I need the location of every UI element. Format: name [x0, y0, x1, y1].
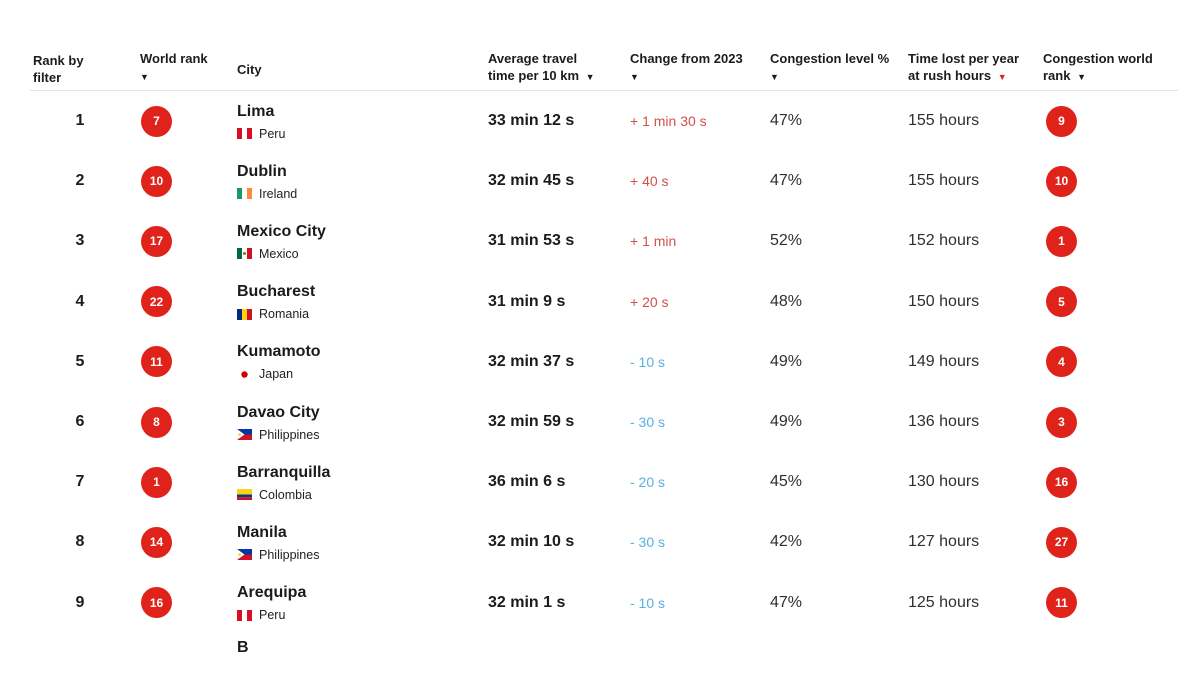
column-label-line1: City [237, 62, 262, 77]
congestion-world-rank-badge: 1 [1046, 226, 1077, 257]
avg-travel-time-value: 31 min 9 s [488, 292, 566, 310]
world-rank-badge: 11 [141, 346, 172, 377]
time-lost-value: 150 hours [908, 292, 980, 310]
congestion-level-value: 49% [770, 352, 803, 370]
table-row [30, 452, 1178, 512]
table-body [30, 91, 1178, 693]
city-name: Kumamoto [237, 343, 321, 361]
column-label-line2: at rush hours ▼ [908, 68, 1007, 83]
world-rank-badge: 10 [141, 166, 172, 197]
column-header[interactable] [237, 61, 488, 90]
flag-philippines-icon [237, 429, 252, 440]
flag-peru-icon [237, 128, 252, 139]
avg-travel-time-value: 33 min 12 s [488, 112, 575, 130]
city-cell [237, 102, 488, 141]
sort-arrow-icon: ▼ [770, 72, 779, 82]
table-row [30, 512, 1178, 572]
flag-romania-icon [237, 309, 252, 320]
change-from-2023-value: - 20 s [630, 474, 666, 491]
country-name: Philippines [259, 547, 320, 562]
city-cell [237, 162, 488, 201]
avg-travel-time-value: 32 min 1 s [488, 593, 566, 611]
column-header[interactable] [770, 50, 908, 90]
column-label-line1: Time lost per year [908, 51, 1020, 66]
city-name: Barranquilla [237, 463, 331, 481]
rank-by-filter-value: 9 [75, 593, 85, 611]
column-label-line1: Change from 2023 [630, 51, 743, 66]
country-name: Colombia [259, 487, 312, 502]
table-row [30, 573, 1178, 633]
change-from-2023-value: - 30 s [630, 534, 666, 551]
city-name: Lima [237, 102, 275, 120]
time-lost-value: 130 hours [908, 473, 980, 491]
time-lost-value: 125 hours [908, 593, 980, 611]
change-from-2023-value: + 1 min 30 s [630, 113, 707, 130]
rank-by-filter-value: 8 [75, 533, 85, 551]
rank-by-filter-value: 4 [75, 292, 85, 310]
city-cell [237, 523, 488, 562]
congestion-world-rank-badge: 3 [1046, 407, 1077, 438]
country-name: Peru [259, 608, 286, 623]
congestion-level-value: 47% [770, 172, 803, 190]
congestion-world-rank-cell [1043, 226, 1178, 257]
rank-by-filter-value: 1 [75, 112, 85, 130]
avg-travel-time-value: 32 min 37 s [488, 352, 575, 370]
congestion-world-rank-badge: 4 [1046, 346, 1077, 377]
world-rank-cell [140, 407, 237, 438]
change-from-2023-value: - 10 s [630, 594, 666, 611]
world-rank-cell [140, 467, 237, 498]
sort-arrow-icon: ▼ [997, 72, 1007, 82]
congestion-world-rank-badge: 27 [1046, 527, 1077, 558]
table-row [30, 272, 1178, 332]
column-header[interactable] [1043, 50, 1178, 90]
column-label-line1: Rank by [33, 53, 84, 68]
city-name: Davao City [237, 403, 320, 421]
flag-peru-icon [237, 610, 252, 621]
city-cell [237, 342, 488, 381]
world-rank-badge: 17 [141, 226, 172, 257]
change-from-2023-value: + 20 s [630, 293, 669, 310]
column-label-line1: World rank [140, 51, 208, 66]
city-name: Arequipa [237, 584, 307, 602]
congestion-level-value: 47% [770, 112, 803, 130]
world-rank-cell [140, 226, 237, 257]
city-name: Mexico City [237, 222, 326, 240]
country-row [237, 608, 488, 622]
column-label-line2: filter [33, 70, 62, 85]
country-row [237, 548, 488, 562]
table-row [30, 392, 1178, 452]
world-rank-badge: 14 [141, 527, 172, 558]
rank-by-filter-value: 3 [75, 232, 85, 250]
world-rank-cell [140, 106, 237, 137]
city-name: Manila [237, 523, 287, 541]
country-row [237, 307, 488, 321]
congestion-world-rank-cell [1043, 467, 1178, 498]
flag-philippines-icon [237, 549, 252, 560]
city-cell [237, 222, 488, 261]
change-from-2023-value: + 1 min [630, 233, 677, 250]
column-header[interactable] [488, 50, 630, 90]
time-lost-value: 149 hours [908, 352, 980, 370]
congestion-world-rank-cell [1043, 166, 1178, 197]
time-lost-value: 127 hours [908, 533, 980, 551]
country-name: Mexico [259, 246, 299, 261]
city-cell [237, 282, 488, 321]
column-header[interactable] [30, 52, 140, 90]
congestion-level-value: 45% [770, 473, 803, 491]
flag-mexico-icon [237, 248, 252, 259]
congestion-world-rank-cell [1043, 527, 1178, 558]
avg-travel-time-value: 32 min 59 s [488, 413, 575, 431]
city-name: Dublin [237, 162, 287, 180]
congestion-world-rank-badge: 10 [1046, 166, 1077, 197]
city-cell [237, 583, 488, 622]
country-row [237, 428, 488, 442]
column-header[interactable] [140, 50, 237, 90]
change-from-2023-value: - 30 s [630, 414, 666, 431]
sort-arrow-icon: ▼ [630, 72, 639, 82]
change-from-2023-value: - 10 s [630, 353, 666, 370]
table-row [30, 332, 1178, 392]
country-row [237, 127, 488, 141]
city-cell [237, 403, 488, 442]
rank-by-filter-value: 7 [75, 473, 85, 491]
sort-arrow-icon: ▼ [585, 72, 595, 82]
world-rank-badge: 1 [141, 467, 172, 498]
flag-colombia-icon [237, 489, 252, 500]
city-cell [237, 463, 488, 502]
sort-arrow-icon: ▼ [1077, 72, 1086, 82]
congestion-world-rank-cell [1043, 106, 1178, 137]
column-header[interactable] [630, 50, 770, 90]
avg-travel-time-value: 32 min 45 s [488, 172, 575, 190]
congestion-level-value: 52% [770, 232, 803, 250]
country-name: Peru [259, 126, 286, 141]
world-rank-cell [140, 286, 237, 317]
world-rank-cell [140, 527, 237, 558]
table-header-row [30, 0, 1178, 91]
avg-travel-time-value: 36 min 6 s [488, 473, 566, 491]
column-label-line2 [630, 67, 770, 86]
column-label-line1: Average travel [488, 51, 578, 66]
country-name: Ireland [259, 186, 298, 201]
city-name: Bucharest [237, 283, 316, 301]
world-rank-cell [140, 166, 237, 197]
country-name: Romania [259, 307, 310, 322]
column-label-line1: Congestion world [1043, 51, 1153, 66]
world-rank-badge: 22 [141, 286, 172, 317]
table-row [30, 211, 1178, 271]
congestion-level-value: 47% [770, 593, 803, 611]
country-row [237, 187, 488, 201]
time-lost-value: 155 hours [908, 112, 980, 130]
world-rank-badge: 16 [141, 587, 172, 618]
congestion-world-rank-cell [1043, 286, 1178, 317]
table-row [30, 151, 1178, 211]
column-label-line2: rank ▼ [1043, 68, 1086, 83]
rank-by-filter-value: 6 [75, 413, 85, 431]
congestion-world-rank-cell [1043, 587, 1178, 618]
sort-arrow-icon: ▼ [140, 72, 149, 82]
flag-japan-icon [237, 369, 252, 380]
country-row [237, 247, 488, 261]
congestion-world-rank-badge: 5 [1046, 286, 1077, 317]
country-name: Philippines [259, 427, 320, 442]
country-row [237, 367, 488, 381]
congestion-level-value: 49% [770, 413, 803, 431]
country-name: Japan [259, 367, 294, 382]
world-rank-cell [140, 587, 237, 618]
congestion-level-value: 48% [770, 292, 803, 310]
change-from-2023-value: + 40 s [630, 173, 669, 190]
avg-travel-time-value: 32 min 10 s [488, 533, 575, 551]
congestion-world-rank-badge: 16 [1046, 467, 1077, 498]
column-label-line1: Congestion level % [770, 51, 890, 66]
congestion-world-rank-cell [1043, 346, 1178, 377]
traffic-index-ranking-table [30, 0, 1178, 693]
world-rank-badge: 8 [141, 407, 172, 438]
rank-by-filter-value: 2 [75, 172, 85, 190]
congestion-world-rank-badge: 9 [1046, 106, 1077, 137]
country-row [237, 488, 488, 502]
column-label-line2 [140, 67, 237, 86]
table-row [30, 91, 1178, 151]
world-rank-cell [140, 346, 237, 377]
time-lost-value: 152 hours [908, 232, 980, 250]
avg-travel-time-value: 31 min 53 s [488, 232, 575, 250]
city-name: B [237, 638, 249, 656]
congestion-world-rank-badge: 11 [1046, 587, 1077, 618]
congestion-level-value: 42% [770, 533, 803, 551]
time-lost-value: 136 hours [908, 413, 980, 431]
time-lost-value: 155 hours [908, 172, 980, 190]
world-rank-badge: 7 [141, 106, 172, 137]
column-label-line2 [770, 67, 908, 86]
congestion-world-rank-cell [1043, 407, 1178, 438]
table-row-partial [30, 633, 1178, 693]
rank-by-filter-value: 5 [75, 352, 85, 370]
flag-ireland-icon [237, 188, 252, 199]
column-header[interactable] [908, 50, 1043, 90]
column-label-line2: time per 10 km ▼ [488, 68, 595, 83]
